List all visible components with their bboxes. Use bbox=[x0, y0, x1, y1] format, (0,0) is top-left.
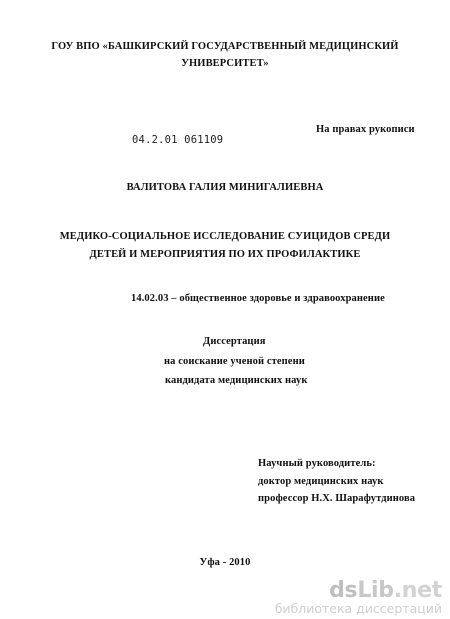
city-year: Уфа - 2010 bbox=[199, 557, 251, 568]
degree-line-1: Диссертация bbox=[203, 336, 266, 347]
dissertation-title-line-1: МЕДИКО-СОЦИАЛЬНОЕ ИССЛЕДОВАНИЕ СУИЦИДОВ СРЕДИ bbox=[59, 231, 391, 242]
degree-line-2: на соискание ученой степени bbox=[164, 356, 305, 367]
registration-stamp: 04.2.01 061109 bbox=[132, 134, 224, 146]
watermark-subtitle: библиотека диссертаций bbox=[274, 600, 442, 616]
supervisor-degree: доктор медицинских наук bbox=[258, 476, 384, 487]
author-name: ВАЛИТОВА ГАЛИЯ МИНИГАЛИЕВНА bbox=[126, 182, 324, 193]
institution-line-1: ГОУ ВПО «БАШКИРСКИЙ ГОСУДАРСТВЕННЫЙ МЕДИЦИНСКИЙ bbox=[51, 41, 399, 52]
dslib-watermark bbox=[274, 577, 442, 616]
watermark-logo: dsLib.net bbox=[329, 577, 442, 603]
dissertation-title-line-2: ДЕТЕЙ И МЕРОПРИЯТИЯ ПО ИХ ПРОФИЛАКТИКЕ bbox=[89, 249, 361, 260]
manuscript-note: На правах рукописи bbox=[316, 124, 415, 135]
specialty-code: 14.02.03 – общественное здоровье и здравоохранение bbox=[131, 293, 385, 304]
supervisor-name: профессор Н.Х. Шарафутдинова bbox=[258, 493, 416, 504]
degree-line-3: кандидата медицинских наук bbox=[165, 375, 308, 386]
institution-line-2: УНИВЕРСИТЕТ» bbox=[181, 58, 269, 69]
supervisor-label: Научный руководитель: bbox=[258, 458, 376, 469]
